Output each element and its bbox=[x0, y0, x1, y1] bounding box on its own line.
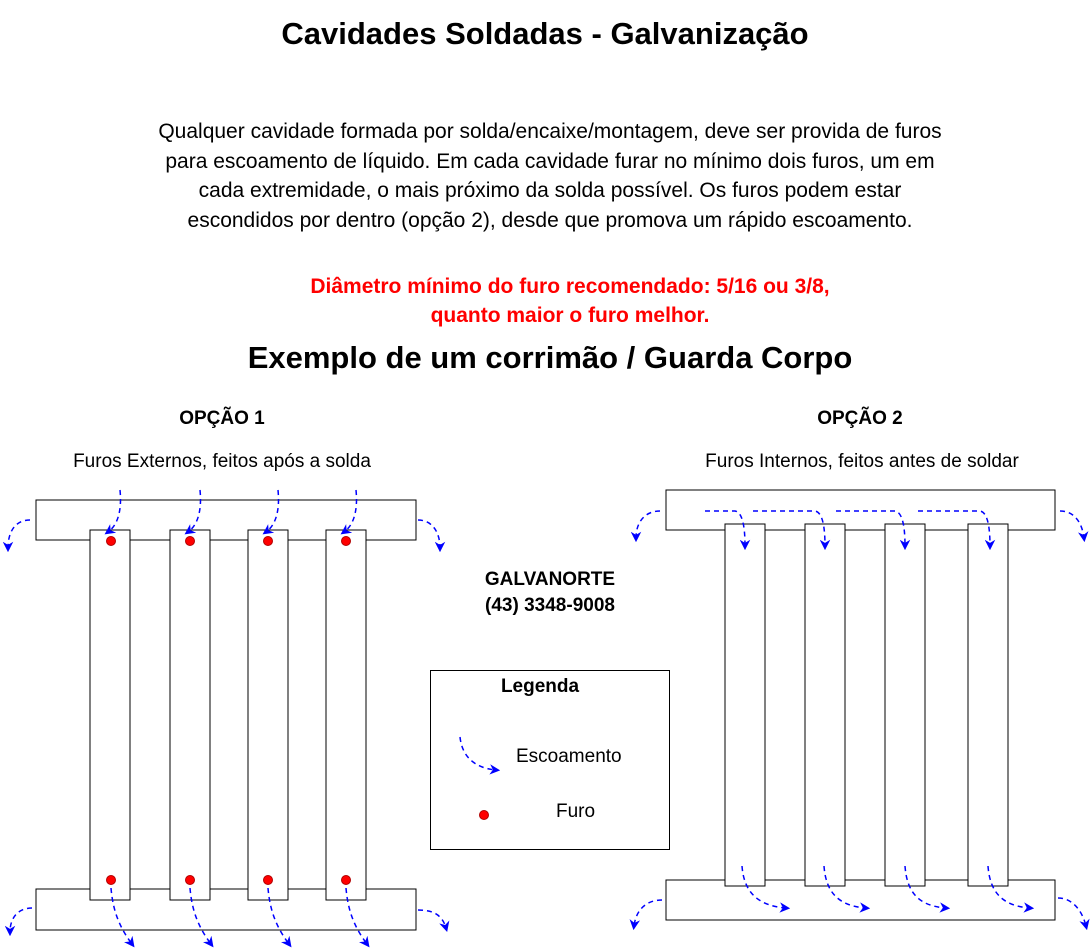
description-line: para escoamento de líquido. Em cada cavidade furar no mínimo dois furos, um em bbox=[165, 149, 935, 173]
option2-post bbox=[968, 524, 1008, 886]
option1-holes bbox=[107, 537, 351, 885]
option1-post bbox=[248, 530, 288, 900]
option1-post bbox=[90, 530, 130, 900]
legend-hole-label: Furo bbox=[556, 801, 596, 822]
option1-description: Furos Externos, feitos após a solda bbox=[73, 451, 371, 472]
option1-post bbox=[326, 530, 366, 900]
option2-flow-arrows bbox=[634, 511, 1086, 926]
warning-line: Diâmetro mínimo do furo recomendado: 5/16 ou 3/8, bbox=[310, 275, 830, 298]
option1-post bbox=[170, 530, 210, 900]
hole-marker bbox=[107, 537, 116, 546]
legend-title: Legenda bbox=[500, 676, 580, 697]
option1-railing bbox=[36, 500, 416, 930]
flow-arrow bbox=[418, 520, 440, 548]
flow-arrow bbox=[1058, 898, 1086, 926]
hole-marker bbox=[107, 876, 116, 885]
hole-marker bbox=[264, 876, 273, 885]
option1-flow-arrows bbox=[8, 490, 446, 944]
hole-marker bbox=[342, 537, 351, 546]
option2-title: OPÇÃO 2 bbox=[817, 408, 903, 429]
legend-flow-label: Escoamento bbox=[516, 746, 622, 767]
hole-marker bbox=[264, 537, 273, 546]
flow-arrow bbox=[634, 900, 662, 926]
option2-post bbox=[885, 524, 925, 886]
option2-post bbox=[805, 524, 845, 886]
hole-marker bbox=[186, 876, 195, 885]
page-title: Cavidades Soldadas - Galvanização bbox=[281, 16, 809, 51]
hole-marker bbox=[186, 537, 195, 546]
option1-title: OPÇÃO 1 bbox=[179, 408, 265, 429]
section-subtitle: Exemplo de um corrimão / Guarda Corpo bbox=[247, 340, 853, 375]
flow-arrow bbox=[10, 908, 32, 932]
hole-marker bbox=[342, 876, 351, 885]
option2-railing bbox=[666, 490, 1055, 920]
legend-hole-marker bbox=[480, 811, 489, 820]
description-line: escondidos por dentro (opção 2), desde que promova um rápido escoamento. bbox=[187, 208, 913, 232]
flow-arrow bbox=[636, 511, 660, 538]
company-name: GALVANORTE bbox=[484, 569, 616, 590]
description-line: Qualquer cavidade formada por solda/encaixe/montagem, deve ser provida de furos bbox=[158, 120, 942, 143]
legend-flow-arrow bbox=[460, 737, 496, 770]
company-phone: (43) 3348-9008 bbox=[485, 595, 615, 616]
option2-post bbox=[725, 524, 765, 886]
flow-arrow bbox=[418, 910, 446, 928]
description-line: cada extremidade, o mais próximo da solda possível. Os furos podem estar bbox=[198, 179, 902, 202]
flow-arrow bbox=[1060, 511, 1084, 538]
flow-arrow bbox=[8, 520, 30, 548]
option2-description: Furos Internos, feitos antes de soldar bbox=[705, 451, 1019, 472]
warning-line: quanto maior o furo melhor. bbox=[430, 304, 710, 327]
